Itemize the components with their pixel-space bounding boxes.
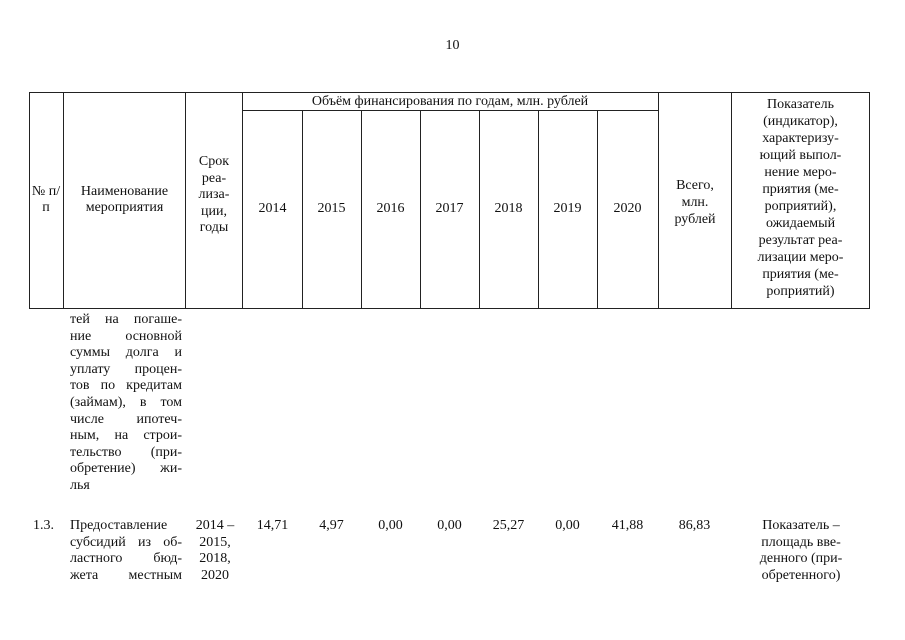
col-border-2 (185, 92, 186, 308)
header-year-2019: 2019 (553, 201, 582, 216)
table-header-bottom-border (29, 308, 870, 309)
row-1-3-value-2017: 0,00 (437, 518, 462, 533)
row-indicator-line: денного (при- (759, 551, 843, 566)
indicator-line: результат реа- (758, 233, 843, 248)
header-year-2014: 2014 (258, 201, 287, 216)
row-indicator-line: Показатель – (762, 518, 840, 533)
continuation-line: ние основной (70, 328, 182, 344)
continuation-line: лья (70, 477, 90, 493)
indicator-line: характеризу- (762, 131, 839, 146)
continuation-line: ным, на строи- (70, 428, 182, 444)
header-year-2015: 2015 (317, 201, 346, 216)
indicator-line: ющий выпол- (759, 148, 842, 163)
row-name-line: Предоставление (70, 518, 168, 533)
term-line: годы (199, 220, 229, 235)
row-1-3-name (70, 518, 182, 584)
row-name-line: жета местным (70, 567, 182, 583)
row-indicator-line: площадь вве- (761, 534, 841, 550)
header-year-2018: 2018 (494, 201, 523, 216)
row-1-3-value-2014: 14,71 (256, 518, 289, 533)
continuation-line: уплату процен- (70, 361, 182, 377)
header-num: № п/п (31, 184, 61, 215)
col-border-0 (29, 92, 30, 308)
indicator-line: ожидаемый (765, 216, 836, 231)
header-year-2016: 2016 (376, 201, 405, 216)
row-term-line: 2014 – (195, 518, 235, 533)
term-line: лиза- (198, 187, 230, 202)
indicator-line: лизации меро- (757, 250, 844, 265)
continuation-line: числе ипотеч- (70, 411, 182, 427)
term-line: реа- (201, 170, 227, 186)
header-name: Наименование мероприятия (80, 184, 169, 215)
continuation-line: суммы долга и (70, 345, 182, 361)
row-term-line: 2020 (201, 567, 229, 583)
row-1-3-value-2020: 41,88 (611, 518, 644, 533)
row-name-line: субсидий из об- (70, 534, 182, 550)
header-financing: Объём финансирования по годам, млн. рублей (311, 94, 589, 109)
row-1-3-value-2016: 0,00 (378, 518, 403, 533)
col-border-right (869, 92, 870, 308)
row-1-3-total: 86,83 (678, 518, 711, 533)
continuation-line: обретение) жи- (70, 461, 182, 477)
header-indicator (732, 96, 869, 300)
indicator-line: роприятий), (764, 199, 837, 214)
row-1-3-num: 1.3. (33, 518, 54, 533)
row-indicator-line: обретенного) (761, 567, 841, 583)
table-top-border (29, 92, 870, 93)
row-name-line: ластного бюд- (70, 551, 182, 566)
term-line: Срок (198, 154, 230, 169)
row-term-line: 2015, (199, 534, 231, 550)
col-border-total (658, 92, 659, 308)
col-border-1 (63, 92, 64, 308)
financing-subheader-border (242, 110, 658, 111)
col-border-3 (242, 92, 243, 308)
total-line: млн. (681, 195, 709, 210)
term-line: ции, (201, 203, 227, 219)
indicator-line: Показатель (767, 97, 834, 112)
header-total (660, 177, 730, 228)
row-1-3-term (188, 518, 242, 584)
indicator-line: приятия (ме- (762, 267, 839, 282)
row-term-line: 2018, (199, 551, 231, 566)
total-line: Всего, (676, 178, 714, 193)
page-number: 10 (445, 38, 460, 53)
indicator-line: нение меро- (764, 165, 837, 180)
indicator-line: (индикатор), (763, 114, 838, 129)
header-year-2020: 2020 (613, 201, 642, 216)
continuation-line: тей на погаше- (70, 312, 182, 327)
row-1-3-value-2015: 4,97 (319, 518, 344, 533)
indicator-line: роприятий) (766, 284, 835, 299)
continuation-line: тов по кредитам (70, 378, 182, 394)
continuation-line: (займам), в том (70, 394, 182, 410)
row-1-3-indicator (733, 518, 869, 584)
row-1-3-value-2019: 0,00 (555, 518, 580, 533)
header-year-2017: 2017 (435, 201, 464, 216)
indicator-line: приятия (ме- (762, 182, 839, 197)
continuation-text (70, 312, 182, 495)
total-line: рублей (674, 212, 716, 227)
continuation-line: тельство (при- (70, 444, 182, 460)
header-term (187, 154, 241, 237)
row-1-3-value-2018: 25,27 (492, 518, 525, 533)
